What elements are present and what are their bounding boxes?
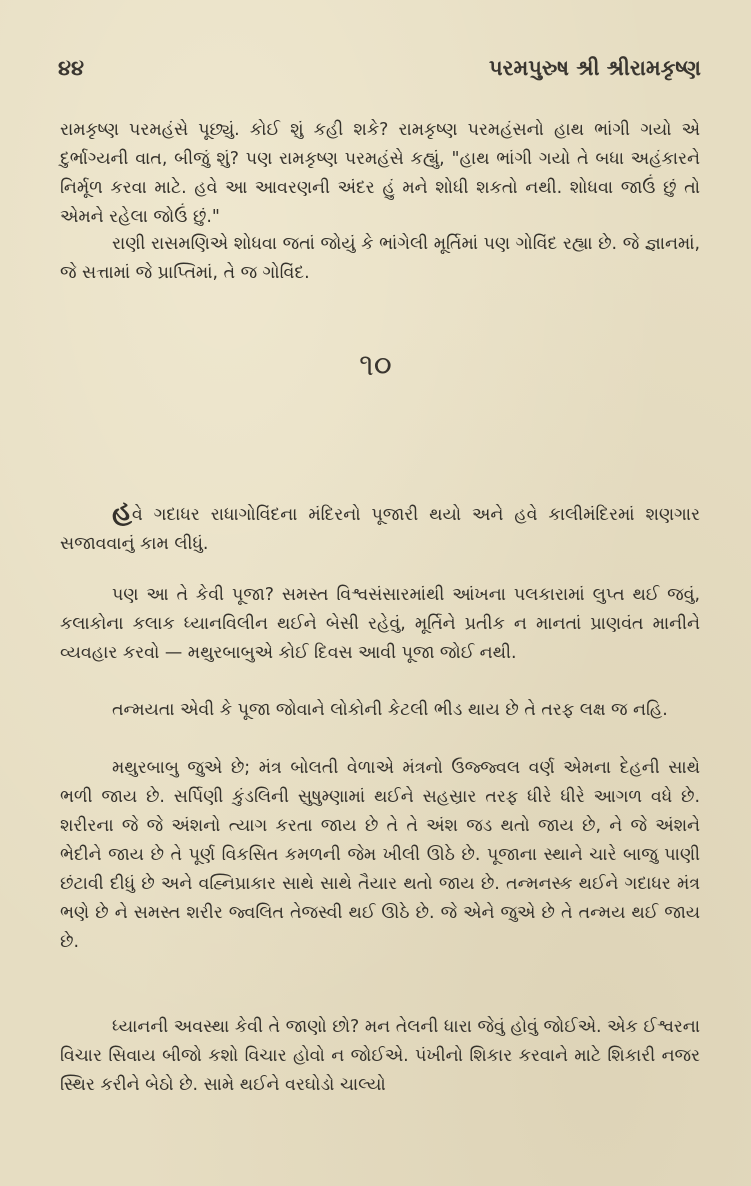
paragraph-1: રામકૃષ્ણ પરમહંસે પૂછ્યું. કોઈ શું કહી શકે? રામકૃષ્ણ પરમહંસનો હાથ ભાંગી ગયો એ દુર્ભાગ્યની વાત, બીજું શું? પણ રામકૃષ્ણ પરમહંસે કહ્યું, "હાથ ભાંગી ગયો તે બધા અહંકારને નિર્મૂળ કરવા માટે. હવે આ આવરણની અંદર હું મને શોધી શકતો નથી. શોધવા જાઉં છું તો એમને રહેલા જોઉં છું."	[60, 120, 700, 227]
paragraph-4: પણ આ તે કેવી પૂજા? સમસ્ત વિશ્વસંસારમાંથી આંખના પલકારામાં લુપ્ત થઈ જવું, કલાકોના કલાક ધ્યાનવિલીન થઈને બેસી રહેવું, મૂર્તિને પ્રતીક ન માનતાં પ્રાણવંત માનીને વ્યવહાર કરવો — મથુરબાબુએ કોઈ દિવસ આવી પૂજા જોઈ નથી.	[60, 585, 700, 663]
paragraph-7: ધ્યાનની અવસ્થા કેવી તે જાણો છો? મન તેલની ધારા જેવું હોવું જોઈએ. એક ઈશ્વરના વિચાર સિવાય બીજો કશો વિચાર હોવો ન જોઈએ. પંખીનો શિકાર કરવાને માટે શિકારી નજર સ્થિર કરીને બેઠો છે. સામે થઈને વરઘોડો ચાલ્યો	[60, 1017, 700, 1095]
page-number: ૪૪	[58, 56, 85, 80]
paragraph-5: તન્મયતા એવી કે પૂજા જોવાને લોકોની કેટલી ભીડ થાય છે તે તરફ લક્ષ જ નહિ.	[112, 700, 668, 720]
paragraph-3	[60, 496, 700, 559]
running-title: પરમપુરુષ શ્રી શ્રીરામકૃષ્ણ	[488, 56, 701, 80]
drop-cap: હ	[112, 494, 132, 527]
paragraph-3-text: વે ગદાધર રાધાગોવિંદના મંદિરનો પૂજારી થયો અને હવે કાલીમંદિરમાં શણગાર સજાવવાનું કામ લીધું.	[60, 505, 700, 554]
chapter-number: ૧૦	[359, 348, 392, 383]
page-header	[58, 56, 701, 90]
paragraph-6: મથુરબાબુ જુએ છે; મંત્ર બોલતી વેળાએ મંત્રનો ઉજ્જ્વલ વર્ણ એમના દેહની સાથે ભળી જાય છે. સર્પિણી કુંડલિની સુષુમ્ણામાં થઈને સહસ્રાર તરફ ધીરે ધીરે આગળ વધે છે. શરીરના જે જે અંશનો ત્યાગ કરતા જાય છે તે તે અંશ જડ થતો જાય છે, ને જે અંશને ભેદીને જાય છે તે પૂર્ણ વિકસિત કમળની જેમ ખીલી ઊઠે છે. પૂજાના સ્થાને ચારે બાજુ પાણી છંટાવી દીધું છે અને વહ્નિપ્રાકાર સાથે સાથે તૈયાર થતો જાય છે. તન્મનસ્ક થઈને ગદાધર મંત્ર ભણે છે ને સમસ્ત શરીર જ્વલિત તેજસ્વી થઈ ઊઠે છે. જે એને જુએ છે તે તન્મય થઈ જાય છે.	[60, 758, 700, 952]
paragraph-2: રાણી રાસમણિએ શોધવા જતાં જોયું કે ભાંગેલી મૂર્તિમાં પણ ગોવિંદ રહ્યા છે. જે જ્ઞાનમાં, જે સત્તામાં જે પ્રાપ્તિમાં, તે જ ગોવિંદ.	[60, 234, 700, 283]
